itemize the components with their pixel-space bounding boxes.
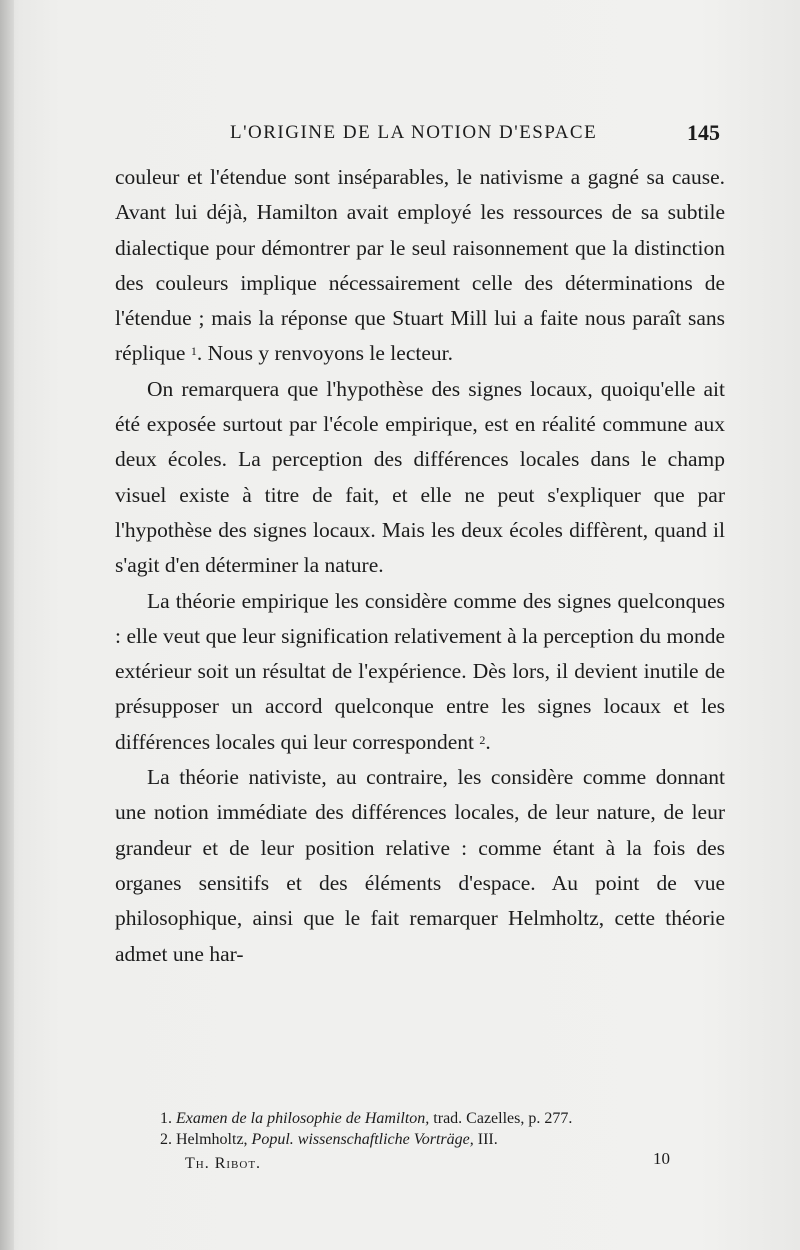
paragraph-3-text: La théorie empirique les considère comme des signes quelconques : elle veut que leur signification relativement à la perception du monde extérieur soit un résultat de l'expérience. Dès lors, il devient inutile de présupposer un accord quelconque entre les signes locaux et les différences locales qui leur correspondent	[115, 588, 725, 754]
footnote-1	[160, 1108, 730, 1129]
footnote-number: 1.	[160, 1110, 172, 1127]
footnote-text: III.	[473, 1131, 498, 1148]
paragraph-1-text-end: . Nous y renvoyons le lecteur.	[196, 341, 453, 366]
footnote-number: 2.	[160, 1131, 172, 1148]
paragraph-4: La théorie nativiste, au contraire, les considère comme donnant une notion immédiate des différences locales, de leur nature, de leur grandeur et de leur position relative : comme étant à la fois des organes sensitifs et des éléments d'espace. Au point de vue philosophique, ainsi que le fait remarquer Helmholtz, cette théorie admet une har-	[115, 765, 725, 966]
paragraph-1	[115, 160, 725, 372]
footnote-2	[160, 1129, 730, 1150]
paragraph-3	[115, 584, 725, 760]
paragraph-3-text-end: .	[485, 729, 491, 754]
signature-mark: 10	[653, 1149, 670, 1168]
page-binding-edge	[0, 0, 14, 1250]
footnote-title: Examen de la philosophie de Hamilton,	[176, 1110, 430, 1127]
author-name: Th. Ribot.	[185, 1155, 262, 1172]
page-number: 145	[687, 120, 720, 145]
paragraph-2: On remarquera que l'hypothèse des signes locaux, quoiqu'elle ait été exposée surtout par l'école empirique, est en réalité commune aux deux écoles. La perception des différences locales dans le champ visuel existe à titre de fait, et elle ne peut s'expliquer que par l'hypothèse des signes locaux. Mais les deux écoles diffèrent, quand il s'agit d'en déterminer la nature.	[115, 376, 725, 578]
footnote-text: trad. Cazelles, p. 277.	[429, 1110, 573, 1127]
running-title: L'ORIGINE DE LA NOTION D'ESPACE	[230, 122, 598, 143]
page-header	[115, 118, 720, 148]
footnote-ref-1: 1	[190, 344, 197, 359]
paragraph-1-text: couleur et l'étendue sont inséparables, le nativisme a gagné sa cause. Avant lui déjà, Hamilton avait employé les ressources de sa subtile dialectique pour démontrer par le seul raisonnement que la distinction des couleurs implique nécessairement celle des déterminations de l'étendue ; mais la réponse que Stuart Mill lui a faite nous paraît sans réplique	[115, 165, 725, 366]
footnote-text: Helmholtz,	[172, 1131, 252, 1148]
footnotes	[160, 1108, 730, 1150]
body-text	[115, 160, 725, 972]
footnote-ref-2: 2	[479, 732, 486, 747]
footnote-title: Popul. wissenschaftliche Vorträge,	[251, 1131, 474, 1148]
page-footer	[185, 1149, 670, 1179]
